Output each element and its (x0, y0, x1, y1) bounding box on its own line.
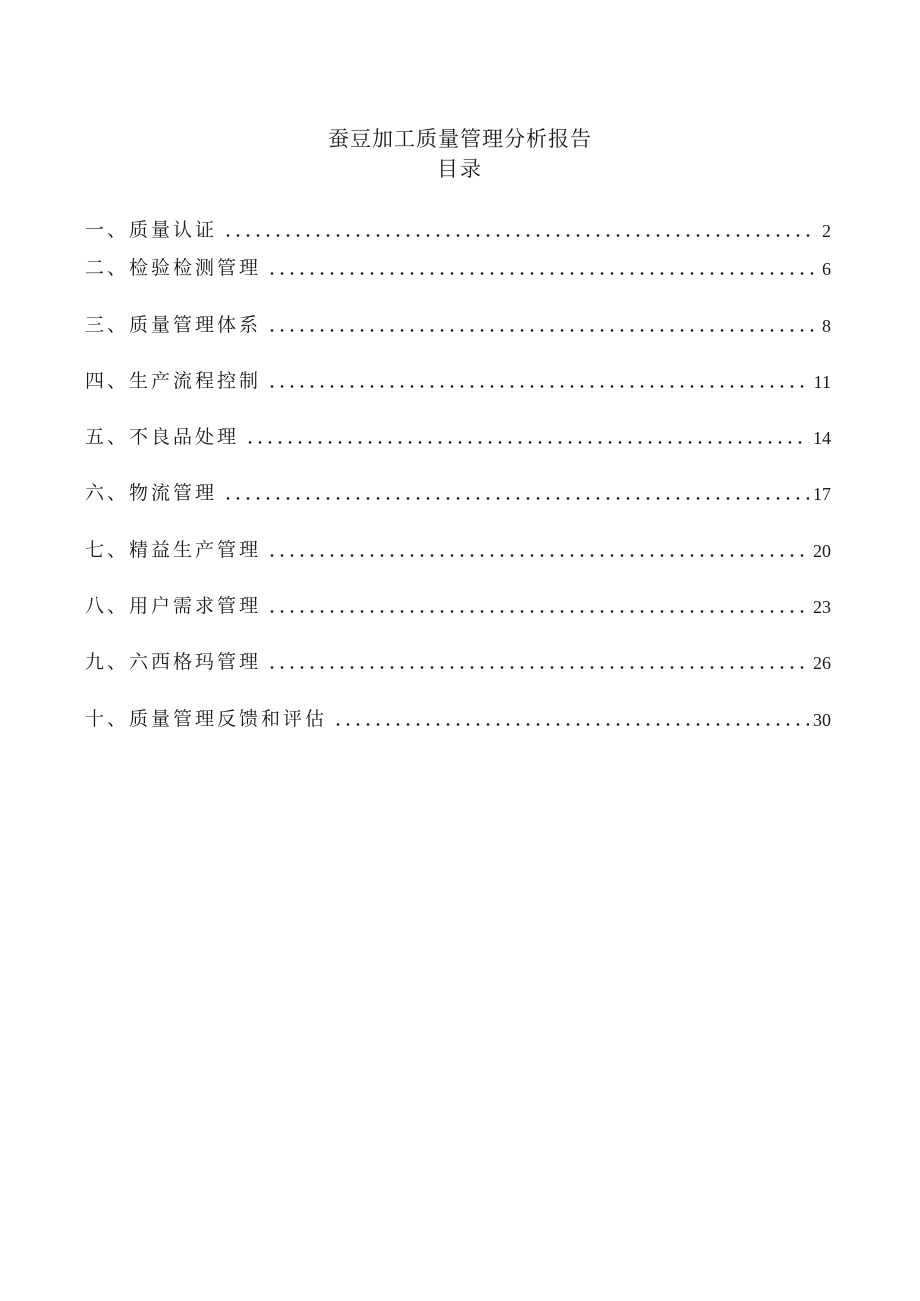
toc-entry-label: 生产流程控制 (129, 369, 262, 392)
toc-dot-leader (267, 329, 817, 332)
toc-entry-number: 六、 (85, 482, 130, 505)
toc-entry-page: 17 (813, 484, 831, 505)
toc-dot-leader (267, 385, 810, 388)
toc-entry-number: 十、 (85, 707, 130, 730)
toc-entry-page: 11 (813, 371, 831, 392)
toc-entry-label: 质量管理反馈和评估 (129, 707, 328, 730)
toc-entry-4[interactable] (85, 355, 831, 411)
toc-entry-page: 23 (813, 597, 831, 618)
toc-entry-5[interactable] (85, 411, 831, 467)
toc-dot-leader (223, 234, 817, 237)
toc-entry-number: 五、 (85, 426, 130, 449)
toc-entry-10[interactable] (85, 692, 831, 748)
toc-dot-leader (245, 441, 809, 444)
toc-entry-label: 六西格玛管理 (129, 651, 262, 674)
toc-dot-leader (223, 497, 809, 500)
toc-entry-number: 四、 (85, 369, 130, 392)
toc-entry-number: 二、 (85, 257, 130, 280)
toc-entry-6[interactable] (85, 467, 831, 523)
toc-entry-number: 一、 (85, 219, 130, 241)
toc-entry-1[interactable] (85, 210, 831, 242)
toc-entry-page: 14 (813, 428, 831, 449)
toc-entry-page: 8 (822, 315, 831, 336)
toc-entry-8[interactable] (85, 580, 831, 636)
toc-entry-page: 20 (813, 540, 831, 561)
toc-entry-label: 精益生产管理 (129, 538, 262, 561)
toc-entry-page: 2 (822, 221, 831, 241)
toc-entry-label: 用户需求管理 (129, 595, 262, 618)
toc-dot-leader (267, 610, 809, 613)
toc-entry-label: 质量认证 (129, 219, 218, 241)
toc-entry-2[interactable] (85, 242, 831, 298)
toc-entry-9[interactable] (85, 636, 831, 692)
toc-dot-leader (267, 272, 817, 275)
toc-entry-7[interactable] (85, 523, 831, 579)
toc-entry-label: 检验检测管理 (129, 257, 262, 280)
document-title: 蚕豆加工质量管理分析报告 (328, 127, 592, 151)
toc-entry-number: 三、 (85, 313, 130, 336)
toc-dot-leader (267, 554, 809, 557)
toc-entry-label: 质量管理体系 (129, 313, 262, 336)
table-of-contents (85, 210, 831, 749)
toc-entry-number: 七、 (85, 538, 130, 561)
toc-heading: 目录 (437, 157, 483, 181)
toc-entry-page: 6 (822, 259, 831, 280)
toc-entry-number: 九、 (85, 651, 130, 674)
toc-entry-label: 物流管理 (129, 482, 218, 505)
toc-entry-page: 26 (813, 653, 831, 674)
toc-dot-leader (333, 723, 809, 726)
toc-entry-3[interactable] (85, 298, 831, 354)
toc-entry-page: 30 (813, 709, 831, 730)
toc-entry-label: 不良品处理 (129, 426, 240, 449)
toc-entry-number: 八、 (85, 595, 130, 618)
toc-dot-leader (267, 666, 809, 669)
